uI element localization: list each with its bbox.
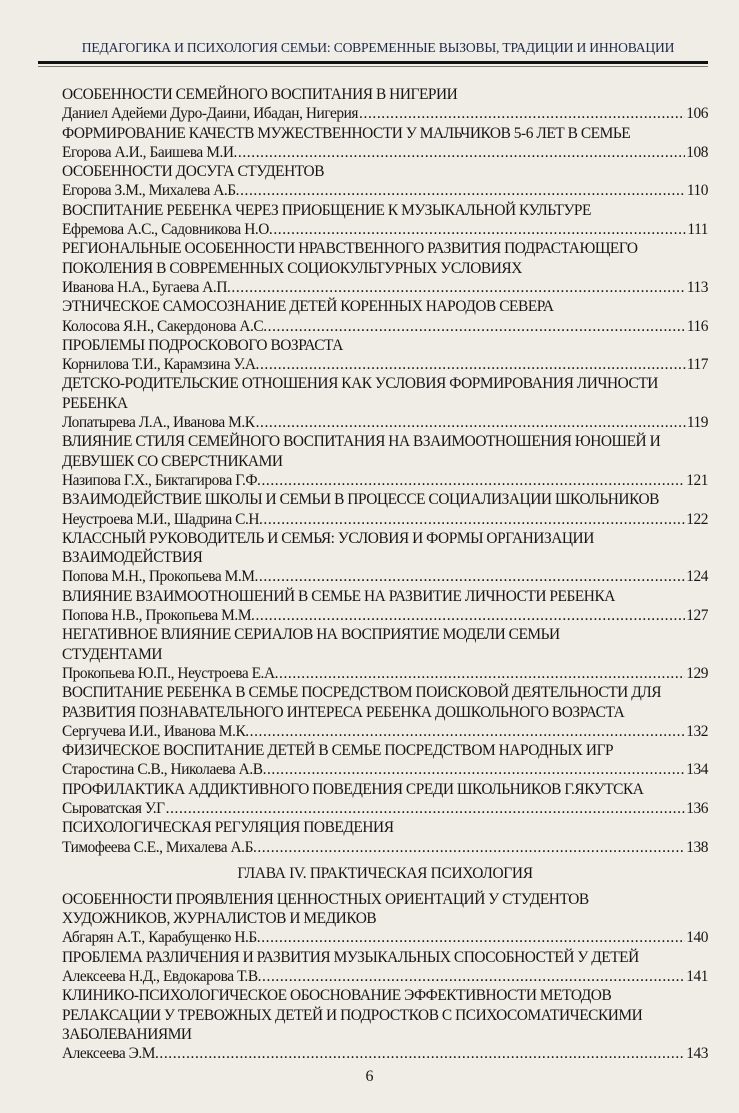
entry-author-line xyxy=(62,1044,708,1063)
dot-leader xyxy=(238,143,685,162)
entry-page-number: 121 xyxy=(686,471,708,489)
dot-leader xyxy=(231,278,685,297)
toc-entry xyxy=(62,336,708,375)
toc-entry xyxy=(62,890,708,948)
entry-authors: Прокопьева Ю.П., Неустроева Е.А. xyxy=(62,664,279,682)
entry-authors: Алексеева Э.М. xyxy=(62,1045,159,1063)
entry-title-line: ВОСПИТАНИЕ РЕБЕНКА В СЕМЬЕ ПОСРЕДСТВОМ ПОИСКОВОЙ ДЕЯТЕЛЬНОСТИ ДЛЯ xyxy=(62,684,662,702)
entry-authors: Абгарян А.Т., Карабущенко Н.Б. xyxy=(62,929,261,947)
toc-entry xyxy=(62,162,708,201)
toc-section-2 xyxy=(62,890,708,1064)
entry-author-line xyxy=(62,510,708,529)
entry-page-number: 134 xyxy=(686,761,708,779)
entry-authors: Лопатырева Л.А., Иванова М.К xyxy=(62,414,255,432)
entry-title-line: ПРОБЛЕМЫ ПОДРОСКОВОГО ВОЗРАСТА xyxy=(62,336,343,354)
entry-author-line xyxy=(62,722,708,741)
dot-leader xyxy=(250,722,686,741)
dot-leader xyxy=(256,413,686,432)
entry-author-line xyxy=(62,143,708,162)
entry-authors: Неустроева М.И., Шадрина С.Н. xyxy=(62,510,263,528)
header-rule xyxy=(38,61,708,64)
toc-entry xyxy=(62,374,708,432)
toc-entry xyxy=(62,625,708,683)
entry-title-line: ПРОБЛЕМА РАЗЛИЧЕНИЯ И РАЗВИТИЯ МУЗЫКАЛЬНЫХ СПОСОБНОСТЕЙ У ДЕТЕЙ xyxy=(62,948,639,966)
dot-leader xyxy=(255,606,685,625)
entry-author-line xyxy=(62,355,708,374)
entry-author-line xyxy=(62,799,708,818)
entry-author-line xyxy=(62,220,708,239)
dot-leader xyxy=(267,760,685,779)
dot-leader xyxy=(260,355,686,374)
toc-entry xyxy=(62,201,708,240)
chapter-heading: ГЛАВА IV. ПРАКТИЧЕСКАЯ ПСИХОЛОГИЯ xyxy=(237,864,533,882)
entry-authors: Егорова А.И., Баишева М.И. xyxy=(62,143,237,161)
toc-section-1 xyxy=(62,85,708,857)
dot-leader xyxy=(263,510,685,529)
toc-entry xyxy=(62,490,708,529)
toc-entry xyxy=(62,587,708,626)
entry-title-line: СТУДЕНТАМИ xyxy=(62,645,163,663)
toc-entry xyxy=(62,986,708,1063)
entry-page-number: 119 xyxy=(686,414,708,432)
entry-author-line xyxy=(62,317,708,336)
entry-title-line: ВОСПИТАНИЕ РЕБЕНКА ЧЕРЕЗ ПРИОБЩЕНИЕ К МУЗЫКАЛЬНОЙ КУЛЬТУРЕ xyxy=(62,201,591,219)
entry-title-line: ДЕВУШЕК СО СВЕРСТНИКАМИ xyxy=(62,452,283,470)
toc-entry xyxy=(62,741,708,780)
entry-authors: Сыроватская У.Г xyxy=(62,799,165,817)
entry-author-line xyxy=(62,838,708,857)
entry-page-number: 122 xyxy=(686,510,708,528)
entry-title-line: КЛАССНЫЙ РУКОВОДИТЕЛЬ И СЕМЬЯ: УСЛОВИЯ И ФОРМЫ ОРГАНИЗАЦИИ xyxy=(62,529,594,547)
entry-page-number: 129 xyxy=(686,664,708,682)
entry-page-number: 141 xyxy=(686,968,708,986)
entry-title-line: ВЗАИМОДЕЙСТВИЕ ШКОЛЫ И СЕМЬИ В ПРОЦЕССЕ СОЦИАЛИЗАЦИИ ШКОЛЬНИКОВ xyxy=(62,491,659,509)
dot-leader xyxy=(261,928,685,947)
entry-authors: Ефремова А.С., Садовникова Н.О. xyxy=(62,221,273,239)
toc-entry xyxy=(62,683,708,741)
entry-author-line xyxy=(62,664,708,683)
dot-leader xyxy=(257,838,685,857)
entry-page-number: 138 xyxy=(686,838,708,856)
entry-authors: Иванова Н.А., Бугаева А.П. xyxy=(62,278,231,296)
dot-leader xyxy=(273,220,686,239)
entry-title-line: ОСОБЕННОСТИ ПРОЯВЛЕНИЯ ЦЕННОСТНЫХ ОРИЕНТАЦИЙ У СТУДЕНТОВ xyxy=(62,890,589,908)
entry-authors: Назипова Г.Х., Биктагирова Г.Ф. xyxy=(62,471,261,489)
entry-title-line: ФИЗИЧЕСКОЕ ВОСПИТАНИЕ ДЕТЕЙ В СЕМЬЕ ПОСРЕДСТВОМ НАРОДНЫХ ИГР xyxy=(62,742,614,760)
dot-leader xyxy=(268,317,686,336)
dot-leader xyxy=(261,471,685,490)
toc-entry xyxy=(62,432,708,490)
entry-title-line: ВЗАИМОДЕЙСТВИЯ xyxy=(62,549,203,567)
entry-title-line: РЕЛАКСАЦИИ У ТРЕВОЖНЫХ ДЕТЕЙ И ПОДРОСТКОВ С ПСИХОСОМАТИЧЕСКИМИ xyxy=(62,1006,643,1024)
table-of-contents xyxy=(62,85,708,1064)
entry-title-line: ОСОБЕННОСТИ СЕМЕЙНОГО ВОСПИТАНИЯ В НИГЕРИИ xyxy=(62,86,458,103)
entry-title-line: ПСИХОЛОГИЧЕСКАЯ РЕГУЛЯЦИЯ ПОВЕДЕНИЯ xyxy=(62,819,394,837)
entry-page-number: 116 xyxy=(686,317,708,335)
toc-entry xyxy=(62,124,708,163)
entry-authors: Корнилова Т.И., Карамзина У.А. xyxy=(62,356,259,374)
toc-entry xyxy=(62,297,708,336)
toc-entry xyxy=(62,239,708,297)
entry-title-line: ПРОФИЛАКТИКА АДДИКТИВНОГО ПОВЕДЕНИЯ СРЕДИ ШКОЛЬНИКОВ Г.ЯКУТСКА xyxy=(62,780,644,798)
dot-leader xyxy=(166,799,686,818)
entry-page-number: 140 xyxy=(686,929,708,947)
dot-leader xyxy=(240,181,686,200)
entry-title-line: ВЛИЯНИЕ СТИЛЯ СЕМЕЙНОГО ВОСПИТАНИЯ НА ВЗАИМООТНОШЕНИЯ ЮНОШЕЙ И xyxy=(62,433,661,451)
dot-leader xyxy=(262,967,685,986)
entry-page-number: 127 xyxy=(686,607,708,625)
header-rule-thin xyxy=(38,66,708,67)
entry-authors: Егорова З.М., Михалева А.Б. xyxy=(62,182,240,200)
entry-title-line: РЕГИОНАЛЬНЫЕ ОСОБЕННОСТИ НРАВСТВЕННОГО РАЗВИТИЯ ПОДРАСТАЮЩЕГО xyxy=(62,240,638,258)
entry-page-number: 110 xyxy=(686,182,708,200)
entry-authors: Даниел Адейеми Дуро-Даини, Ибадан, Нигерия xyxy=(62,105,359,123)
entry-authors: Старостина С.В., Николаева А.В. xyxy=(62,761,266,779)
dot-leader xyxy=(279,664,685,683)
entry-title-line: ДЕТСКО-РОДИТЕЛЬСКИЕ ОТНОШЕНИЯ КАК УСЛОВИЯ ФОРМИРОВАНИЯ ЛИЧНОСТИ xyxy=(62,375,658,393)
dot-leader xyxy=(159,1044,685,1063)
entry-page-number: 106 xyxy=(686,105,708,123)
entry-author-line xyxy=(62,413,708,432)
entry-page-number: 108 xyxy=(686,143,708,161)
entry-page-number: 111 xyxy=(687,221,708,239)
toc-entry xyxy=(62,85,708,124)
entry-page-number: 132 xyxy=(686,722,708,740)
entry-authors: Попова М.Н., Прокопьева М.М. xyxy=(62,568,258,586)
entry-title-line: ЭТНИЧЕСКОЕ САМОСОЗНАНИЕ ДЕТЕЙ КОРЕННЫХ НАРОДОВ СЕВЕРА xyxy=(62,298,554,316)
entry-page-number: 117 xyxy=(686,356,708,374)
entry-authors: Алексеева Н.Д., Евдокарова Т.В. xyxy=(62,968,262,986)
running-head: ПЕДАГОГИКА И ПСИХОЛОГИЯ СЕМЬИ: СОВРЕМЕННЫЕ ВЫЗОВЫ, ТРАДИЦИИ И ИННОВАЦИИ xyxy=(81,40,675,55)
entry-author-line xyxy=(62,471,708,490)
entry-page-number: 113 xyxy=(686,278,708,296)
entry-authors: Тимофеева С.Е., Михалева А.Б. xyxy=(62,838,257,856)
entry-author-line xyxy=(62,967,708,986)
entry-author-line xyxy=(62,928,708,947)
dot-leader xyxy=(259,567,685,586)
page-number: 6 xyxy=(365,1068,374,1085)
entry-title-line: РАЗВИТИЯ ПОЗНАВАТЕЛЬНОГО ИНТЕРЕСА РЕБЕНКА ДОШКОЛЬНОГО ВОЗРАСТА xyxy=(62,703,625,721)
entry-page-number: 136 xyxy=(686,799,708,817)
toc-entry xyxy=(62,818,708,857)
entry-title-line: РЕБЕНКА xyxy=(62,394,128,412)
toc-entry xyxy=(62,529,708,587)
entry-author-line xyxy=(62,606,708,625)
entry-title-line: ВЛИЯНИЕ ВЗАИМООТНОШЕНИЙ В СЕМЬЕ НА РАЗВИТИЕ ЛИЧНОСТИ РЕБЕНКА xyxy=(62,587,615,605)
entry-title-line: ФОРМИРОВАНИЕ КАЧЕСТВ МУЖЕСТВЕННОСТИ У МАЛЬЧИКОВ 5-6 ЛЕТ В СЕМЬЕ xyxy=(62,124,631,142)
entry-page-number: 124 xyxy=(686,568,708,586)
entry-authors: Колосова Я.Н., Сакердонова А.С. xyxy=(62,317,267,335)
entry-page-number: 143 xyxy=(686,1045,708,1063)
entry-author-line xyxy=(62,760,708,779)
entry-authors: Сергучева И.И., Иванова М.К. xyxy=(62,722,249,740)
entry-author-line xyxy=(62,181,708,200)
entry-author-line xyxy=(62,567,708,586)
entry-title-line: ЗАБОЛЕВАНИЯМИ xyxy=(62,1025,192,1043)
entry-authors: Попова Н.В., Прокопьева М.М. xyxy=(62,607,255,625)
entry-title-line: ОСОБЕННОСТИ ДОСУГА СТУДЕНТОВ xyxy=(62,163,325,181)
entry-author-line xyxy=(62,104,708,123)
dot-leader xyxy=(359,104,685,123)
entry-title-line: КЛИНИКО-ПСИХОЛОГИЧЕСКОЕ ОБОСНОВАНИЕ ЭФФЕКТИВНОСТИ МЕТОДОВ xyxy=(62,987,612,1005)
entry-title-line: ПОКОЛЕНИЯ В СОВРЕМЕННЫХ СОЦИОКУЛЬТУРНЫХ УСЛОВИЯХ xyxy=(62,259,522,277)
entry-title-line: ХУДОЖНИКОВ, ЖУРНАЛИСТОВ И МЕДИКОВ xyxy=(62,910,377,928)
toc-entry xyxy=(62,780,708,819)
toc-entry xyxy=(62,948,708,987)
entry-title-line: НЕГАТИВНОЕ ВЛИЯНИЕ СЕРИАЛОВ НА ВОСПРИЯТИЕ МОДЕЛИ СЕМЬИ xyxy=(62,626,560,644)
entry-author-line xyxy=(62,278,708,297)
